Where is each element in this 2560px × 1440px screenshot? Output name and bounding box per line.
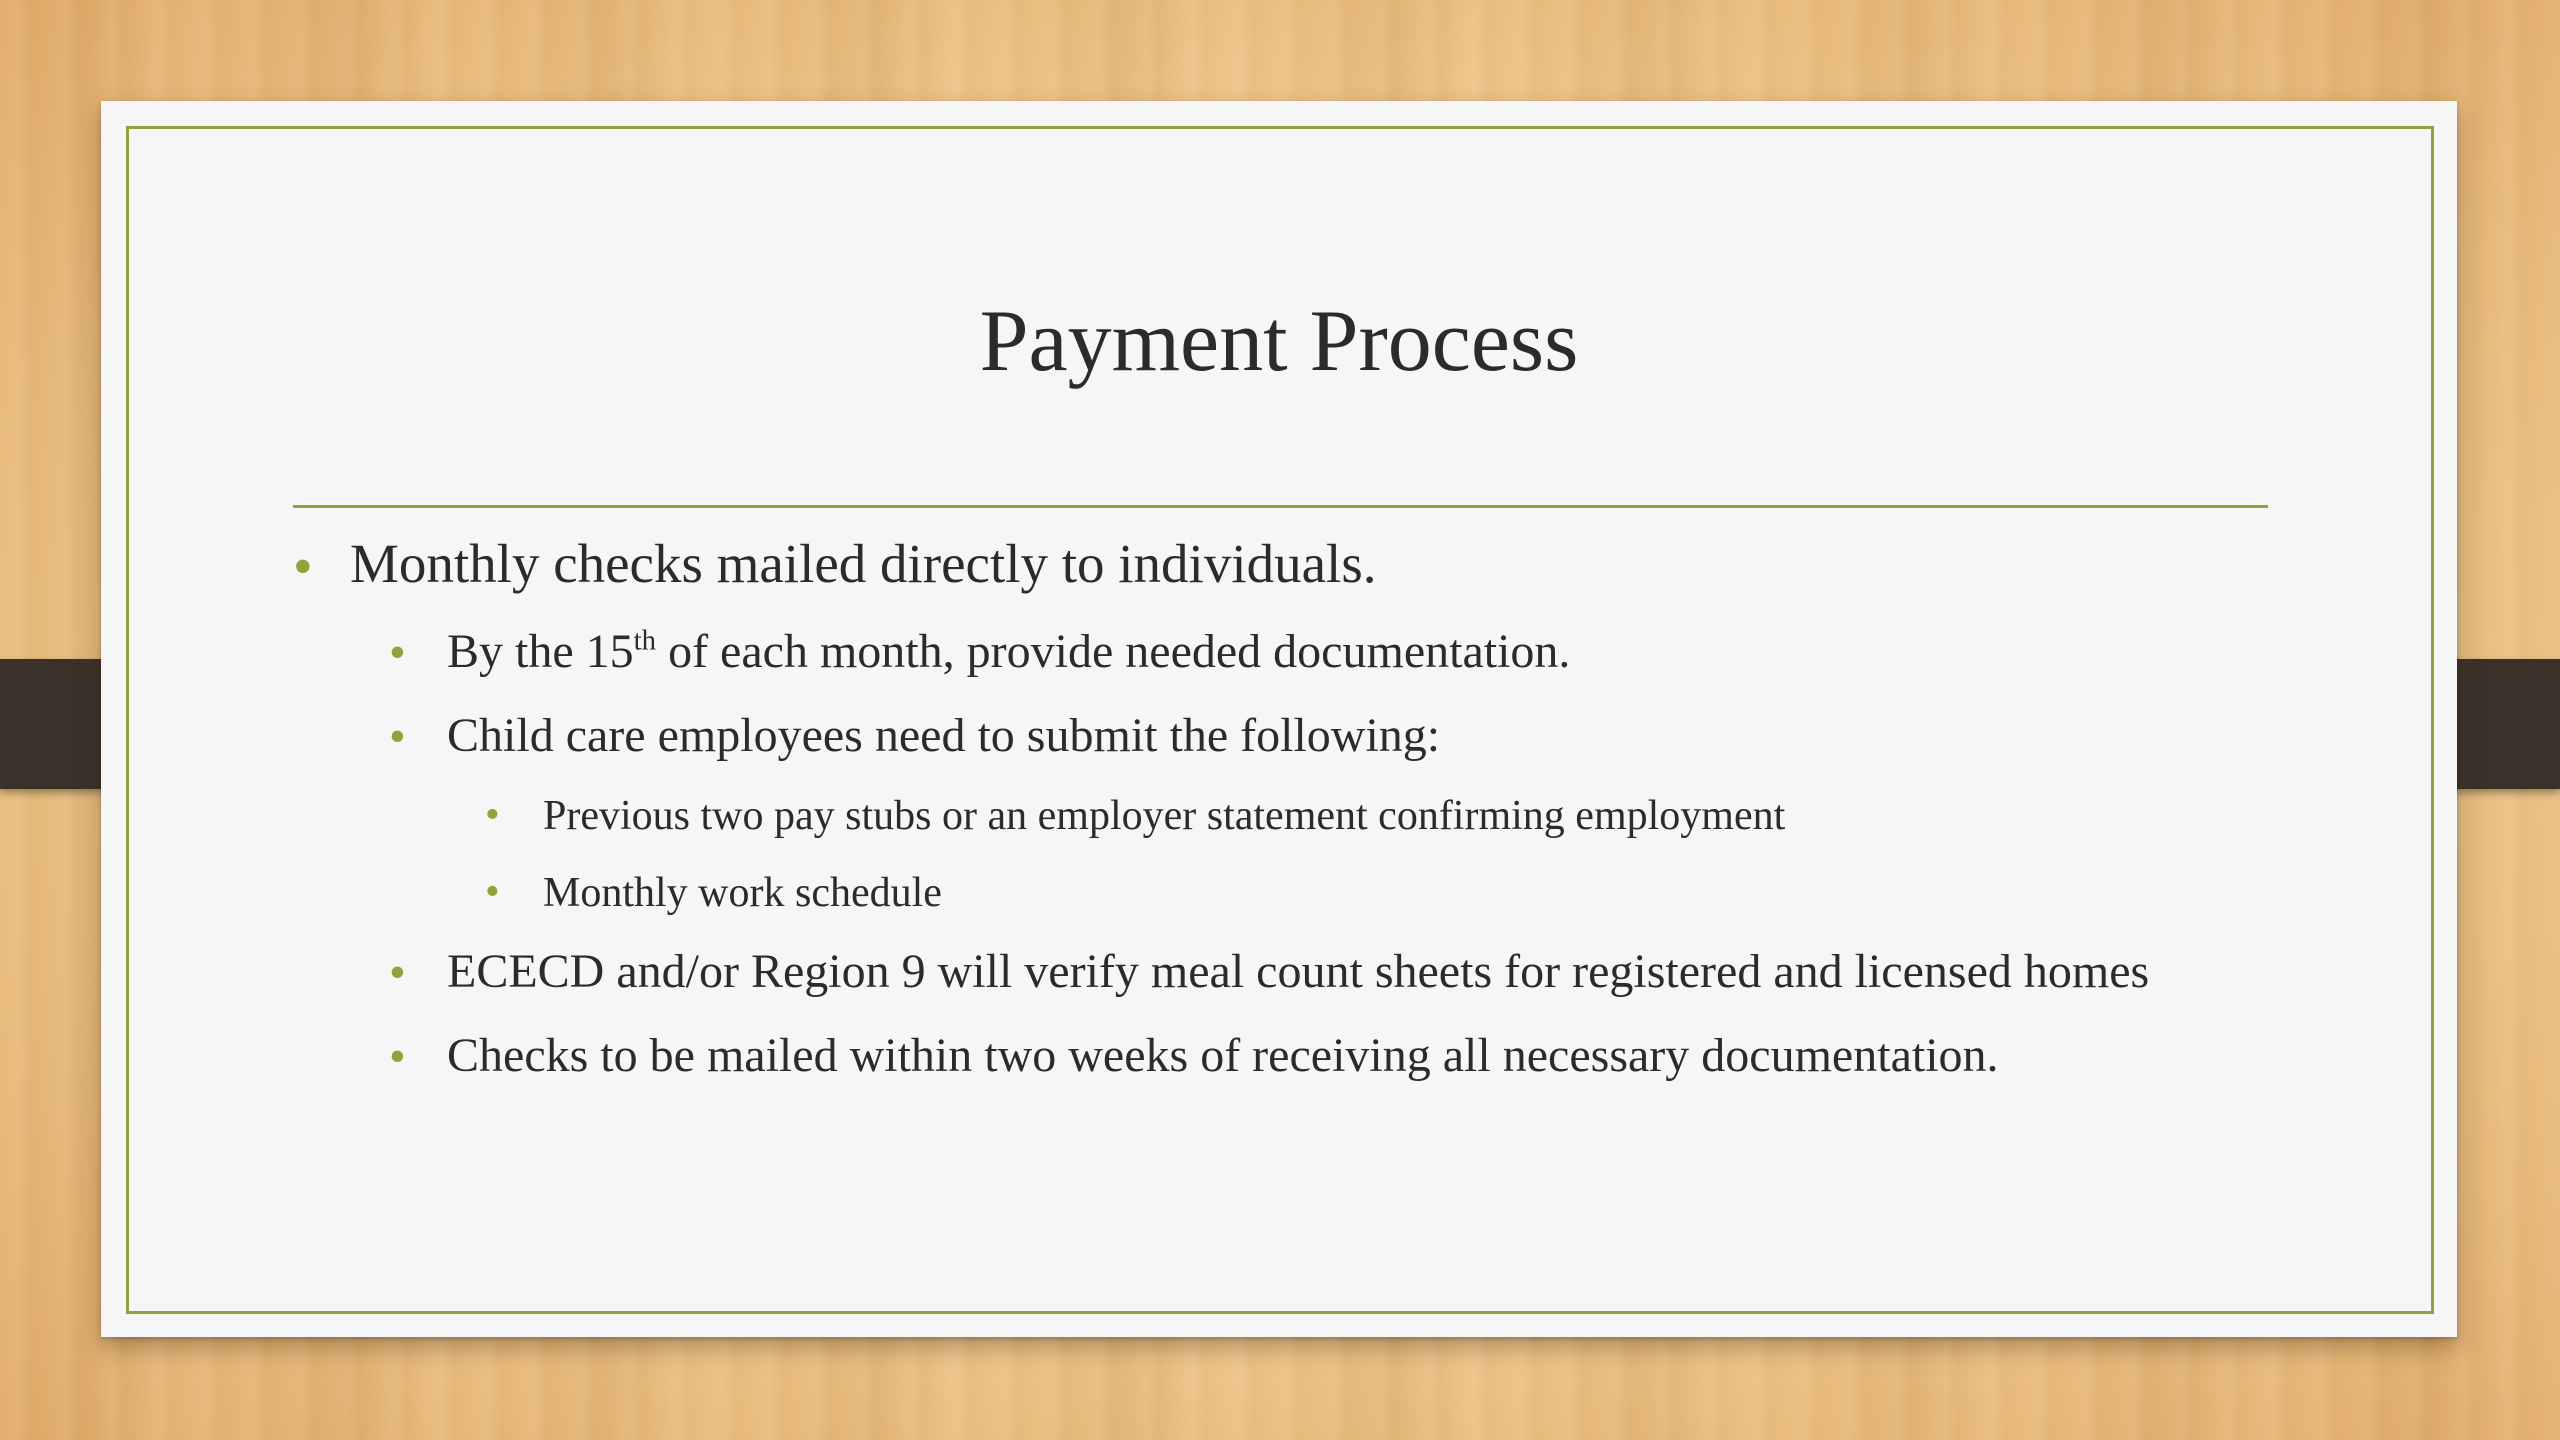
bullet-item-level2 (389, 1027, 2293, 1085)
bullet-text: ECECD and/or Region 9 will verify meal count sheets for registered and licensed homes (447, 945, 2150, 999)
bullet-list (293, 531, 2293, 1110)
bullet-text: Monthly work schedule (543, 869, 942, 916)
bullet-dot-icon: • (389, 709, 406, 763)
title-divider (293, 505, 2268, 508)
bullet-item-level1 (293, 531, 2293, 597)
bullet-text: Monthly checks mailed directly to individuals. (350, 533, 1377, 594)
bullet-dot-icon: • (389, 946, 406, 1000)
bullet-text-suffix: of each month, provide needed documentation. (656, 625, 1571, 678)
bullet-text: Checks to be mailed within two weeks of receiving all necessary documentation. (447, 1028, 1999, 1082)
bullet-dot-icon: • (293, 536, 313, 598)
slide-title: Payment Process (979, 293, 1579, 390)
bullet-item-level2 (389, 943, 2247, 1001)
bullet-text: Child care employees need to submit the following: (447, 708, 1441, 762)
bullet-item-level2 (389, 623, 2293, 681)
slide (101, 101, 2457, 1337)
bullet-text-prefix: By the 15 (447, 625, 634, 678)
bullet-dot-icon: • (485, 792, 500, 839)
bullet-item-level2 (389, 707, 2293, 765)
bullet-dot-icon: • (389, 1029, 406, 1083)
bullet-item-level3 (485, 867, 2293, 920)
bullet-dot-icon: • (485, 868, 500, 915)
ordinal-superscript: th (633, 624, 657, 657)
bullet-dot-icon: • (389, 626, 406, 679)
bullet-text: Previous two pay stubs or an employer statement confirming employment (543, 793, 1786, 840)
bullet-item-level3 (485, 790, 2293, 843)
